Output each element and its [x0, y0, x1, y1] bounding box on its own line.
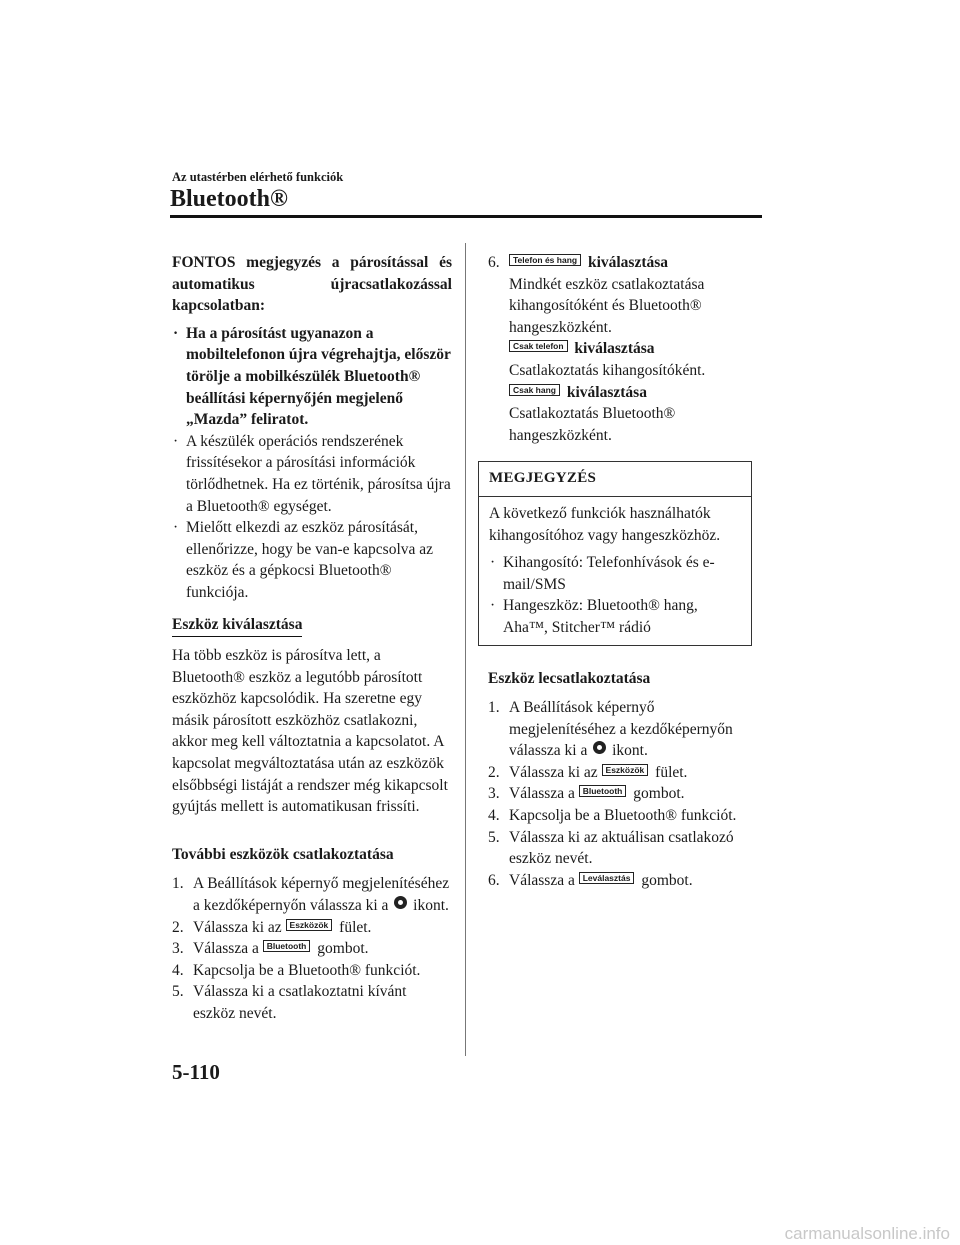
step-number: 6. — [488, 254, 500, 271]
step-text: ikont. — [413, 897, 449, 915]
bullet-text: Ha a párosítást ugyanazon a mobiltelefonon újra végrehajtja, először törölje a mobilkészülék Bluetooth® beállítási képernyőjén megjelenő „Mazda” feliratot. — [186, 324, 451, 429]
step-item — [488, 697, 762, 762]
step-text: ikont. — [612, 742, 648, 760]
note-item-text: Kihangosító: Telefonhívások és e-mail/SMS — [503, 554, 715, 593]
bullet-item — [172, 517, 452, 603]
bullet-dot-icon: · — [490, 554, 496, 572]
step-text: Válassza ki az — [193, 918, 282, 936]
connect-steps — [172, 873, 452, 1024]
note-title: MEGJEGYZÉS — [479, 462, 751, 497]
option-label: kiválasztása — [587, 254, 669, 271]
step-number: 5. — [172, 983, 184, 1001]
option-description: Csatlakoztatás Bluetooth® hangeszközként. — [509, 405, 676, 444]
connect-devices-heading: További eszközök csatlakoztatása — [172, 845, 394, 863]
option-label: kiválasztása — [566, 383, 647, 401]
step-text: fület. — [655, 763, 688, 781]
step-number: 2. — [172, 918, 184, 936]
option-row — [488, 338, 762, 360]
note-item — [489, 595, 741, 638]
note-item-text: Hangeszköz: Bluetooth® hang, Aha™, Stitcher™ rádió — [503, 597, 698, 636]
watermark-link[interactable]: carmanualsonline.info — [784, 1224, 950, 1243]
option-row — [488, 382, 762, 404]
chapter-title: Bluetooth® — [170, 186, 288, 212]
devices-tab-button-icon: Eszközök — [602, 764, 649, 776]
step-number: 6. — [488, 871, 500, 889]
left-column — [172, 252, 452, 1025]
step-number: 1. — [488, 699, 500, 717]
step-item — [172, 960, 452, 982]
phone-and-audio-button-icon: Telefon és hang — [509, 254, 581, 266]
bullet-dot-icon: · — [173, 324, 179, 342]
settings-gear-icon — [394, 896, 407, 909]
step-text: A Beállítások képernyő megjelenítéséhez a kezdőképernyőn válassza ki a — [193, 875, 450, 915]
section-label: Az utastérben elérhető funkciók — [172, 170, 344, 184]
settings-gear-icon — [593, 741, 606, 754]
bullet-item — [172, 431, 452, 517]
bullet-item — [172, 323, 452, 431]
step-text: Válassza a — [509, 871, 575, 889]
step-item — [172, 917, 452, 939]
step-number: 4. — [488, 807, 500, 825]
select-device-heading: Eszköz kiválasztása — [172, 614, 302, 638]
step-item — [488, 870, 762, 892]
audio-only-button-icon: Csak hang — [509, 384, 560, 396]
step-item — [172, 981, 452, 1024]
step-item — [172, 938, 452, 960]
bluetooth-button-icon: Bluetooth — [263, 940, 311, 952]
right-column — [488, 252, 762, 891]
step-text: Válassza ki az — [509, 763, 598, 781]
step-item — [488, 762, 762, 784]
note-item — [489, 552, 741, 595]
bullet-text: A készülék operációs rendszerének frissítésekor a párosítási információk törlődhetnek. Ha ez történik, párosítsa újra a Bluetooth® egységet. — [186, 432, 451, 515]
step-text: gombot. — [633, 785, 685, 803]
option-description: Csatlakoztatás kihangosítóként. — [509, 361, 706, 379]
step-text: Kapcsolja be a Bluetooth® funkciót. — [509, 807, 737, 825]
step-text: Válassza a — [193, 940, 259, 958]
disconnect-steps — [488, 697, 762, 891]
step-number: 3. — [488, 785, 500, 803]
step-number: 2. — [488, 763, 500, 781]
select-device-paragraph: Ha több eszköz is párosítva lett, a Bluetooth® eszköz a legutóbb párosított eszközhöz kapcsolódik. Ha szeretne egy másik párosított eszközhöz csatlakozni, akkor meg kell változtatnia a kapcsolatot. A kapcsolat megváltoztatása után az eszközök elsőbbségi listáját a rendszer még kikapcsolt gyújtás mellett is automatikusan frissíti. — [172, 647, 448, 816]
important-bullets — [172, 323, 452, 604]
step-number: 1. — [172, 875, 184, 893]
title-rule — [170, 215, 762, 218]
step-item — [172, 873, 452, 916]
phone-only-button-icon: Csak telefon — [509, 340, 568, 352]
devices-tab-button-icon: Eszközök — [286, 919, 333, 931]
option-label: kiválasztása — [574, 340, 655, 358]
option-description: Mindkét eszköz csatlakoztatása kihangosítóként és Bluetooth® hangeszközként. — [509, 275, 705, 336]
important-title: FONTOS megjegyzés a párosítással és automatikus újracsatlakozással kapcsolatban: — [172, 254, 452, 315]
step-item — [488, 252, 762, 274]
bluetooth-button-icon: Bluetooth — [579, 785, 627, 797]
step-number: 3. — [172, 940, 184, 958]
step-item — [488, 805, 762, 827]
step-text: Válassza a — [509, 785, 575, 803]
disconnect-heading: Eszköz lecsatlakoztatása — [488, 669, 651, 687]
step-text: A Beállítások képernyő megjelenítéséhez a kezdőképernyőn válassza ki a — [509, 699, 733, 760]
bullet-dot-icon: · — [173, 432, 179, 450]
bullet-dot-icon: · — [173, 519, 179, 537]
step-text: Válassza ki a csatlakoztatni kívánt eszköz nevét. — [193, 983, 407, 1022]
step-text: gombot. — [641, 871, 693, 889]
bullet-text: Mielőtt elkezdi az eszköz párosítását, ellenőrizze, hogy be van-e kapcsolva az eszköz és a gépkocsi Bluetooth® funkciója. — [186, 519, 434, 601]
step-item — [488, 827, 762, 870]
step-number: 4. — [172, 961, 184, 979]
note-body — [479, 497, 751, 645]
bullet-dot-icon: · — [490, 597, 496, 615]
step-text: Kapcsolja be a Bluetooth® funkciót. — [193, 961, 421, 979]
step-number: 5. — [488, 828, 500, 846]
note-intro: A következő funkciók használhatók kihangosítóhoz vagy hangeszközhöz. — [489, 504, 721, 544]
step-text: gombot. — [317, 940, 369, 958]
step-text: Válassza ki az aktuálisan csatlakozó eszköz nevét. — [509, 828, 734, 868]
page-number: 5-110 — [172, 1060, 220, 1084]
step-text: fület. — [339, 918, 372, 936]
disconnect-button-icon: Leválasztás — [579, 872, 635, 884]
note-box — [478, 461, 752, 645]
column-divider — [465, 243, 466, 1056]
step-item — [488, 783, 762, 805]
